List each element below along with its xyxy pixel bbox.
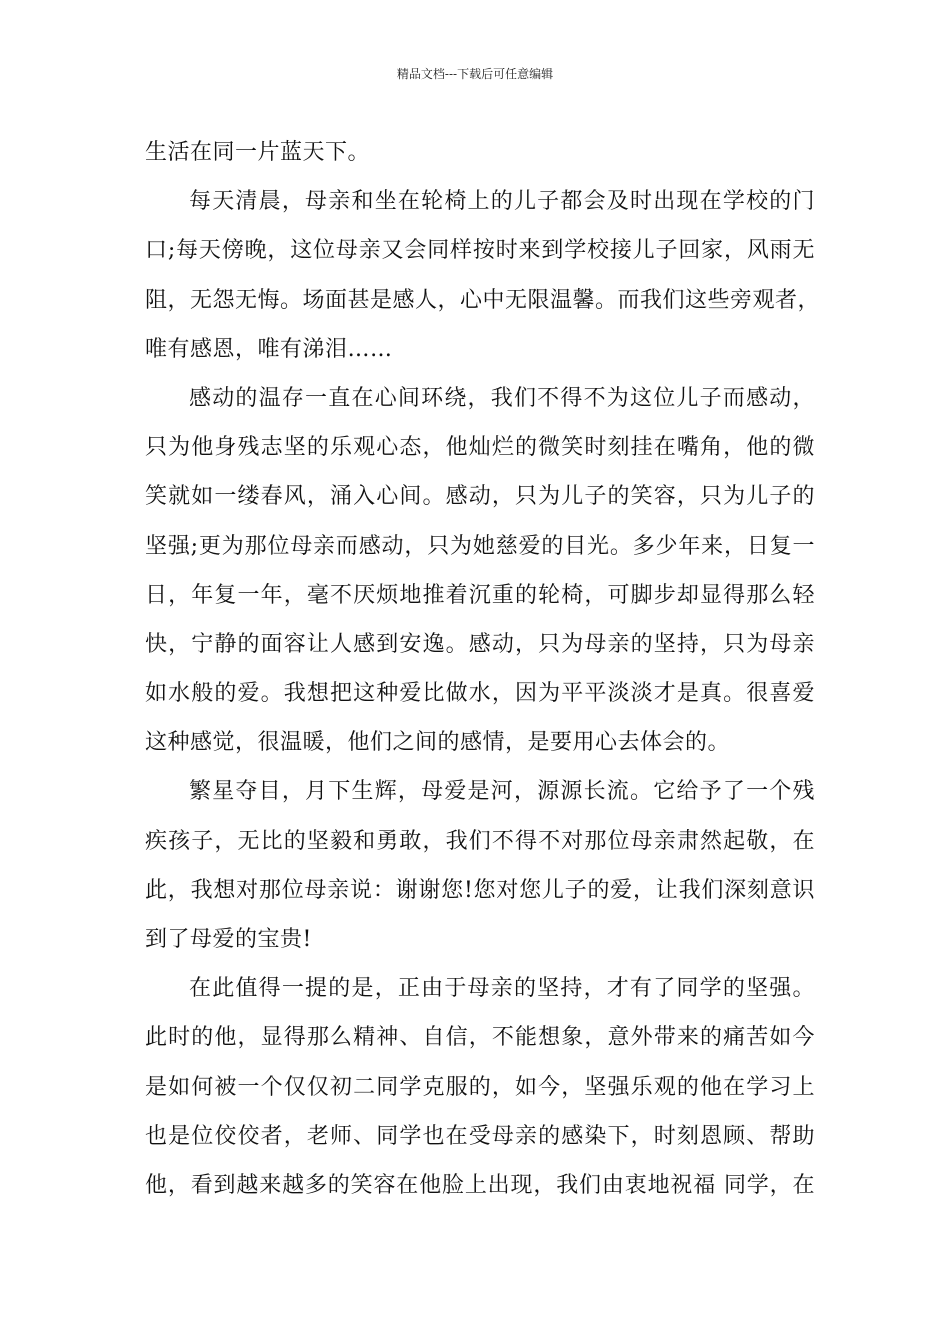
text-line: 他，看到越来越多的笑容在他脸上出现，我们由衷地祝福 同学，在 xyxy=(145,1172,815,1198)
paragraph-first-line: 在此值得一提的是，正由于母亲的坚持，才有了同学的坚强。 xyxy=(189,976,815,1002)
text-line: 坚强;更为那位母亲而感动，只为她慈爱的目光。多少年来，日复一 xyxy=(145,533,815,559)
text-line: 此，我想对那位母亲说：谢谢您!您对您儿子的爱，让我们深刻意识 xyxy=(145,877,815,903)
text-line: 也是位佼佼者，老师、同学也在受母亲的感染下，时刻恩顾、帮助 xyxy=(145,1123,815,1149)
paragraph-first-line: 繁星夺目，月下生辉，母爱是河，源源长流。它给予了一个残 xyxy=(189,779,815,805)
paragraph-first-line: 每天清晨，母亲和坐在轮椅上的儿子都会及时出现在学校的门 xyxy=(189,189,815,215)
text-line: 只为他身残志坚的乐观心态，他灿烂的微笑时刻挂在嘴角，他的微 xyxy=(145,435,815,461)
text-line: 如水般的爱。我想把这种爱比做水，因为平平淡淡才是真。很喜爱 xyxy=(145,681,815,707)
text-line: 到了母爱的宝贵! xyxy=(145,927,312,952)
text-line: 笑就如一缕春风，涌入心间。感动，只为儿子的笑容，只为儿子的 xyxy=(145,484,815,510)
text-line: 这种感觉，很温暖，他们之间的感情，是要用心去体会的。 xyxy=(145,730,731,756)
paragraph-first-line: 感动的温存一直在心间环绕，我们不得不为这位儿子而感动， xyxy=(189,385,815,411)
text-line: 此时的他，显得那么精神、自信，不能想象，意外带来的痛苦如今 xyxy=(145,1025,815,1051)
document-body xyxy=(145,128,821,1210)
text-line: 快，宁静的面容让人感到安逸。感动，只为母亲的坚持，只为母亲 xyxy=(145,631,815,657)
text-line: 阻，无怨无悔。场面甚是感人，心中无限温馨。而我们这些旁观者， xyxy=(145,287,821,313)
page-header: 精品文档---下载后可任意编辑 xyxy=(396,67,554,81)
text-line: 口;每天傍晚，这位母亲又会同样按时来到学校接儿子回家，风雨无 xyxy=(145,238,815,264)
text-line: 唯有感恩，唯有涕泪…… xyxy=(145,336,393,362)
text-line: 日，年复一年，毫不厌烦地推着沉重的轮椅，可脚步却显得那么轻 xyxy=(145,582,815,608)
text-line: 疾孩子，无比的坚毅和勇敢，我们不得不对那位母亲肃然起敬，在 xyxy=(145,828,815,854)
text-line: 是如何被一个仅仅初二同学克服的，如今，坚强乐观的他在学习上 xyxy=(145,1074,815,1100)
text-line: 生活在同一片蓝天下。 xyxy=(145,140,371,165)
